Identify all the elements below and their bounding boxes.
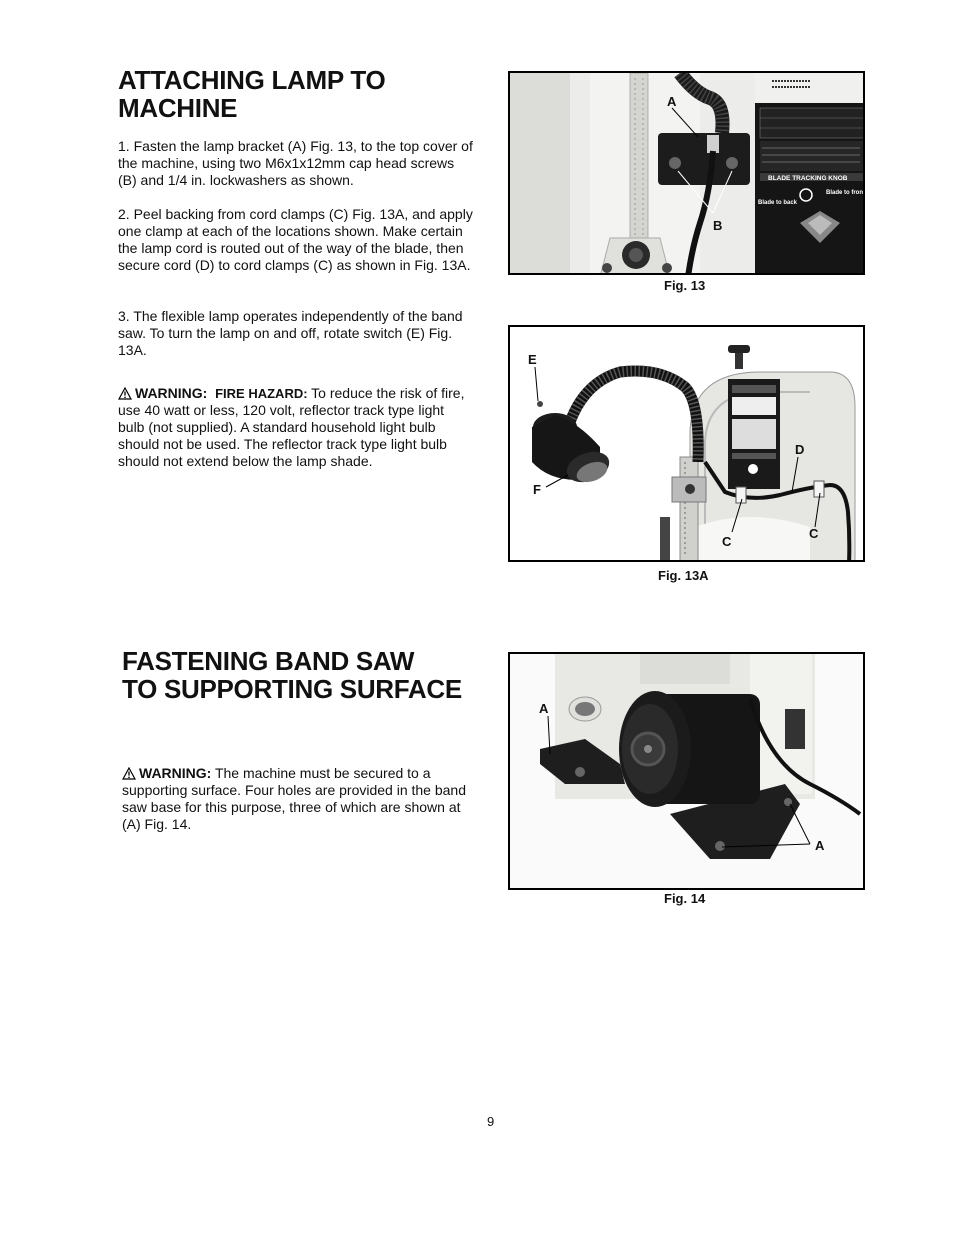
figure-14-photo (508, 652, 865, 890)
figure-13a-caption: Fig. 13A (658, 568, 709, 583)
title-line: FASTENING BAND SAW (122, 646, 415, 676)
panel-blade-back-text: Blade to back (758, 200, 798, 206)
warning-body: The machine must be secured to a supporting surface. Four holes are provided in the band saw base for this purpose, three of which are shown at (A) Fig. 14. (122, 765, 466, 832)
callout-c: C (722, 534, 732, 549)
callout-d: D (795, 442, 805, 457)
figure-13a-photo (508, 325, 865, 562)
fire-hazard-warning (118, 385, 473, 470)
fire-hazard-label: FIRE HAZARD: (215, 386, 308, 401)
callout-c: C (809, 526, 819, 541)
callout-a: A (539, 701, 549, 716)
mounting-warning (122, 765, 477, 833)
section-title-attaching-lamp (118, 66, 385, 122)
page-number: 9 (487, 1114, 495, 1129)
callout-f: F (533, 482, 541, 497)
figure-14-illustration (510, 654, 865, 890)
warning-body: To reduce the risk of fire, use 40 watt or less, 120 volt, reflector track type light bulb (not supplied). A standard household light bulb should not be used. The reflector track type light bulb should not extend below the lamp shade. (118, 385, 465, 469)
warning-triangle-icon (122, 767, 136, 780)
step-3-text: 3. The flexible lamp operates independently of the band saw. To turn the lamp on and off, rotate switch (E) Fig. 13A. (118, 308, 463, 358)
title-line: ATTACHING LAMP TO (118, 65, 386, 95)
title-line: TO SUPPORTING SURFACE (122, 674, 462, 704)
callout-b: B (713, 218, 723, 233)
panel-blade-front-text: Blade to front (826, 190, 865, 196)
callout-e: E (528, 352, 537, 367)
figure-13-photo (508, 71, 865, 275)
title-line: MACHINE (118, 93, 238, 123)
callout-a: A (815, 838, 825, 853)
section-title-fastening-band-saw (122, 647, 462, 703)
figure-13-illustration (510, 73, 865, 275)
figure-13-caption: Fig. 13 (664, 278, 706, 293)
figure-14-caption: Fig. 14 (664, 891, 706, 906)
step-2-text: 2. Peel backing from cord clamps (C) Fig. 13A, and apply one clamp at each of the locations shown. Make certain the lamp cord is routed out of the way of the blade, then secure cord (D) to cord clamps (C) as shown in Fig. 13A. (118, 206, 473, 273)
step-1-text: 1. Fasten the lamp bracket (A) Fig. 13, to the top cover of the machine, using two M6x1x12mm cap head screws (B) and 1/4 in. lockwashers as shown. (118, 138, 473, 188)
callout-a: A (667, 94, 677, 109)
warning-label: WARNING: (135, 385, 208, 401)
panel-tracking-knob-text: BLADE TRACKING KNOB (768, 175, 848, 182)
warning-triangle-icon (118, 387, 132, 400)
warning-label: WARNING: (139, 765, 212, 781)
